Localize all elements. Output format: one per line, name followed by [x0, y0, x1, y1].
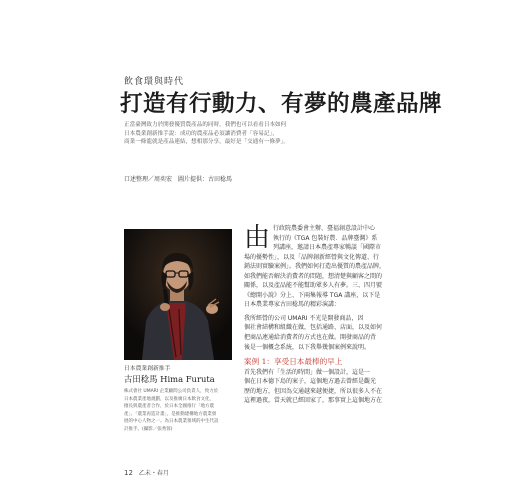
intro-line: 正當臺灣致力於開發優質農產品的同時，我們也可以看看日本如何 [124, 122, 287, 128]
body-line: 歷的地方，但因為交通越來越便捷，所以很多人不在 [244, 387, 383, 395]
article-title: 打造有行動力、有夢的農產品牌 [120, 91, 443, 117]
body-line: 個在日本德下島的案子，這個地方過去曾經是觀光 [244, 378, 377, 386]
page-number: 12 [124, 469, 133, 477]
body-line: 首先我們有「生活的時間」做一個設計，這是一 [244, 368, 371, 376]
body-line: 個社會結構和組織在做，包括通路、店面，以及如何 [244, 324, 383, 332]
article-body [244, 224, 414, 406]
caption-bio-line: 日本農業產地規劃，以及推廣日本飲食文化， [124, 396, 214, 402]
case-heading: 案例 1：享受日本最棒的早上 [244, 357, 343, 367]
caption-bio-line: 擅長與農產者合作，於日本全國推行「地方農 [124, 404, 214, 410]
caption-bio-line: 產」、「農業再造計畫」，是推動建構地方農業發 [124, 411, 217, 417]
body-line: 關係，以及產品能不能幫助眾多人有夢。三、四月號 [244, 282, 383, 290]
caption-bio-line: 展的中心人物之一。為日本農業領域的中生代設 [124, 419, 219, 425]
second-paragraph [244, 314, 414, 352]
body-line: 這裡過夜，當天就已經回家了，那事實上這個地方在 [244, 397, 383, 405]
caption-bio [124, 388, 236, 434]
article-credits: 口述整理／周奕宏 圖片提供：古田稔馬 [124, 176, 233, 183]
body-line: 把商品連通給消費者的方式也在做。開發商品的背 [244, 334, 377, 342]
issue-label: 乙未・春月 [138, 470, 169, 477]
first-paragraph [244, 224, 414, 310]
caption-role: 日本農業創新推手 [124, 366, 171, 372]
drop-cap: 由 [244, 223, 271, 253]
caption-name: 古田稔馬 Hima Furuta [124, 374, 215, 384]
caption-bio-line: 株式會社 UMARI 企業顧問公司負責人，致力於 [124, 389, 219, 394]
intro-line: 日本農業創新推手說：成功的農產品必須讓消費者「容易記」， [124, 130, 278, 137]
case-paragraph [244, 368, 414, 406]
body-line: 場的優勢性」，以及「品牌創新經營與文化傳道、行 [244, 253, 380, 261]
section-kicker: 飲食環與時代 [124, 77, 185, 87]
page-footer [124, 468, 169, 477]
photo-caption [124, 363, 236, 434]
speaker-photo [124, 229, 232, 360]
body-line: 行政院農委會主辦、臺福創意設計中心 [273, 225, 376, 232]
body-line: 如我們能否解決消費者的問題，想清楚與顧客之間的 [244, 272, 383, 280]
body-line: 列講座，邀請日本農產專家暢談「國際市 [273, 244, 382, 252]
body-line: 《總開小說》分上、下兩集報導 TGA 講座，以下是 [244, 291, 381, 299]
body-line: 我所經營的公司 UMARI 不光是開發商品，因 [244, 314, 364, 322]
article-intro [124, 121, 424, 147]
intro-line: 商業一條龍就是產品連結，想相那分享，最好是「交通有一條夢」。 [124, 139, 290, 146]
speaker-portrait-icon [124, 229, 232, 360]
body-line: 後是一個概念系統，以下我舉幾個案例來說明。 [244, 343, 371, 351]
body-line: 銷法則實驗案例」。我們如何打造出優質的農產品牌， [244, 263, 386, 271]
body-line: 執行的《TGA 包裝好農．品牌臺灣》系 [273, 234, 378, 242]
caption-bio-line: 計推手。(攝影／張秀蓉) [124, 426, 173, 432]
body-line: 日本農業專家古田稔馬的精彩演講： [244, 301, 341, 309]
